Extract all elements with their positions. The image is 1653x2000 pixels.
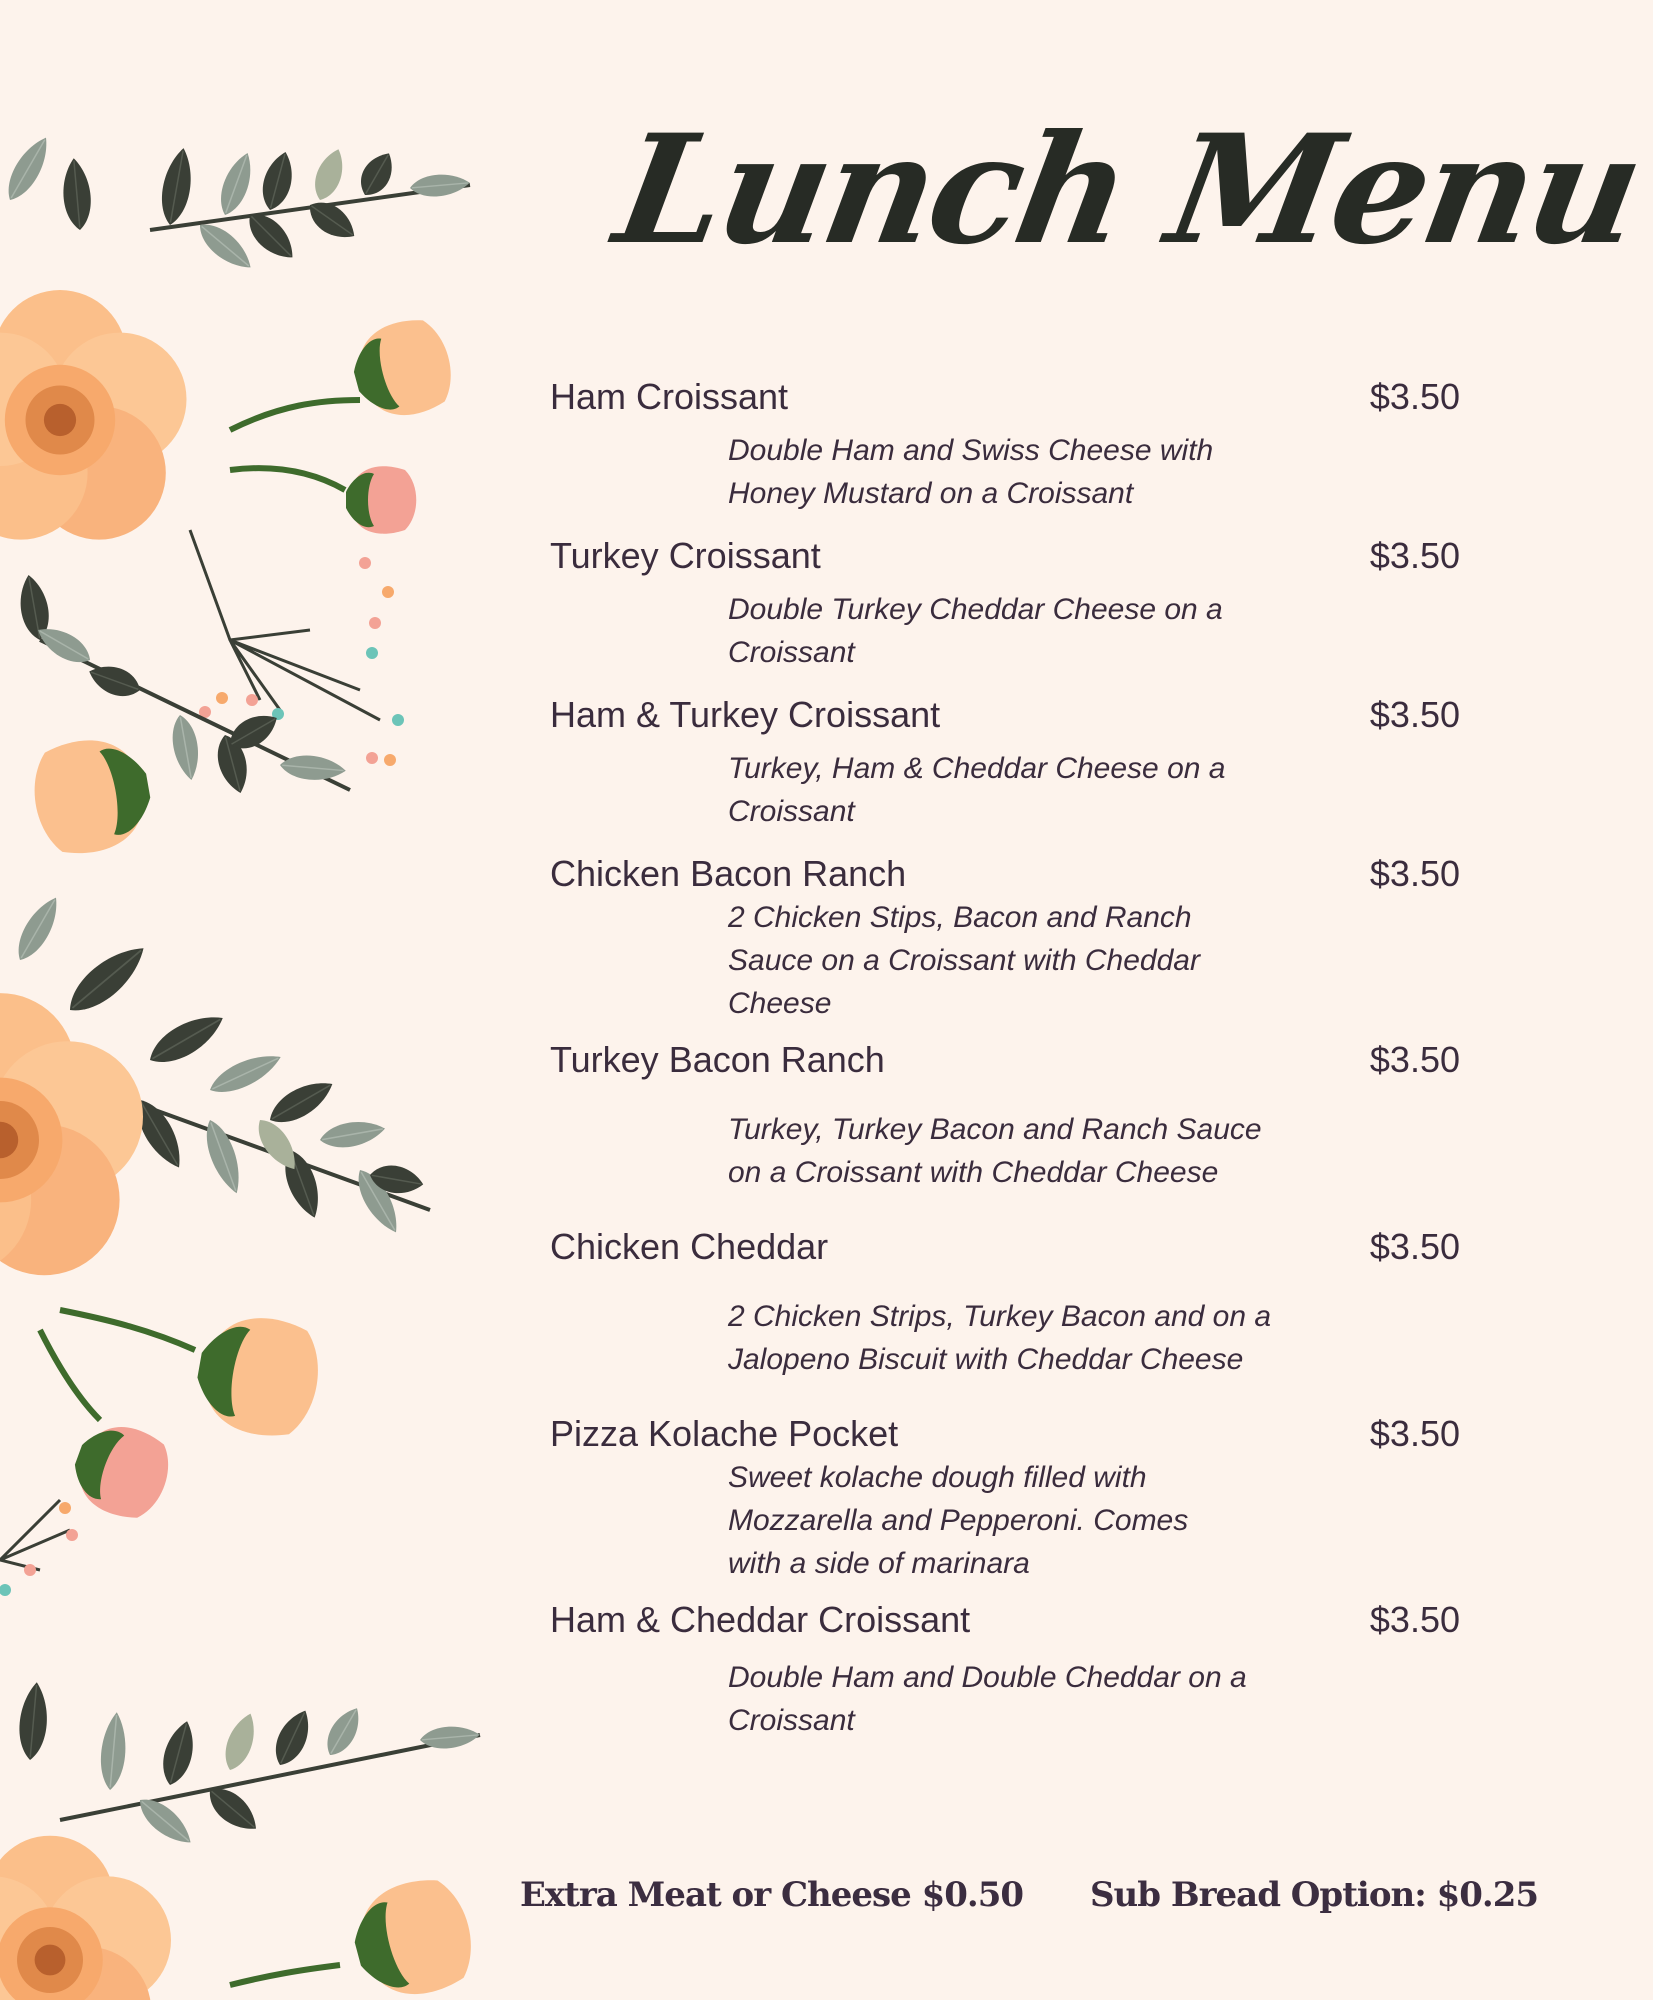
item-description-line: with a side of marinara — [728, 1547, 1030, 1580]
item-price: $3.50 — [1369, 376, 1460, 417]
item-description-line: 2 Chicken Strips, Turkey Bacon and on a — [728, 1300, 1272, 1333]
item-price: $3.50 — [1369, 1599, 1460, 1640]
extra-meat-note: Extra Meat or Cheese $0.50 — [520, 1875, 1024, 1915]
item-price: $3.50 — [1369, 1039, 1460, 1080]
item-description — [728, 1108, 1348, 1194]
item-price: $3.50 — [1369, 1413, 1460, 1454]
item-description — [728, 1456, 1348, 1585]
item-description-line: Double Ham and Double Cheddar on a — [728, 1661, 1247, 1694]
item-description-line: Croissant — [728, 795, 855, 828]
item-description-line: Turkey, Turkey Bacon and Ranch Sauce — [728, 1113, 1262, 1146]
item-description-line: Jalopeno Biscuit with Cheddar Cheese — [728, 1343, 1244, 1376]
menu-item — [550, 375, 1460, 515]
menu-item — [550, 1412, 1460, 1585]
menu-item — [550, 534, 1460, 674]
floral-border-icon — [0, 0, 500, 2000]
item-description-line: Honey Mustard on a Croissant — [728, 477, 1134, 510]
item-price: $3.50 — [1369, 694, 1460, 735]
item-name: Pizza Kolache Pocket — [550, 1413, 899, 1454]
item-price: $3.50 — [1369, 1226, 1460, 1267]
item-name: Ham Croissant — [550, 376, 789, 417]
item-description — [728, 588, 1348, 674]
item-description-line: 2 Chicken Stips, Bacon and Ranch — [728, 901, 1192, 934]
menu-item — [550, 693, 1460, 833]
item-description-line: Double Ham and Swiss Cheese with — [728, 434, 1214, 467]
item-name: Chicken Cheddar — [550, 1226, 829, 1267]
menu-item — [550, 1598, 1460, 1742]
item-name: Turkey Croissant — [550, 535, 821, 576]
item-price: $3.50 — [1369, 535, 1460, 576]
menu-title: Lunch Menu — [604, 102, 1652, 278]
item-description — [728, 896, 1348, 1025]
item-description — [728, 747, 1348, 833]
item-description-line: Croissant — [728, 1704, 855, 1737]
item-description-line: Croissant — [728, 636, 855, 669]
menu-item — [550, 1038, 1460, 1194]
item-description-line: on a Croissant with Cheddar Cheese — [728, 1156, 1219, 1189]
menu-item — [550, 852, 1460, 1025]
item-description-line: Mozzarella and Pepperoni. Comes — [728, 1504, 1189, 1537]
item-description-line: Sweet kolache dough filled with — [728, 1461, 1147, 1494]
item-description-line: Turkey, Ham & Cheddar Cheese on a — [728, 752, 1226, 785]
item-description — [728, 429, 1348, 515]
item-description-line: Double Turkey Cheddar Cheese on a — [728, 593, 1223, 626]
item-description-line: Sauce on a Croissant with Cheddar — [728, 944, 1200, 977]
menu-item — [550, 1225, 1460, 1381]
item-name: Turkey Bacon Ranch — [550, 1039, 885, 1080]
item-description — [728, 1295, 1348, 1381]
item-price: $3.50 — [1369, 853, 1460, 894]
item-description-line: Cheese — [728, 987, 832, 1020]
item-name: Ham & Cheddar Croissant — [550, 1599, 971, 1640]
item-name: Chicken Bacon Ranch — [550, 853, 907, 894]
item-name: Ham & Turkey Croissant — [550, 694, 941, 735]
item-description — [728, 1656, 1348, 1742]
sub-bread-note: Sub Bread Option: $0.25 — [1090, 1875, 1539, 1915]
